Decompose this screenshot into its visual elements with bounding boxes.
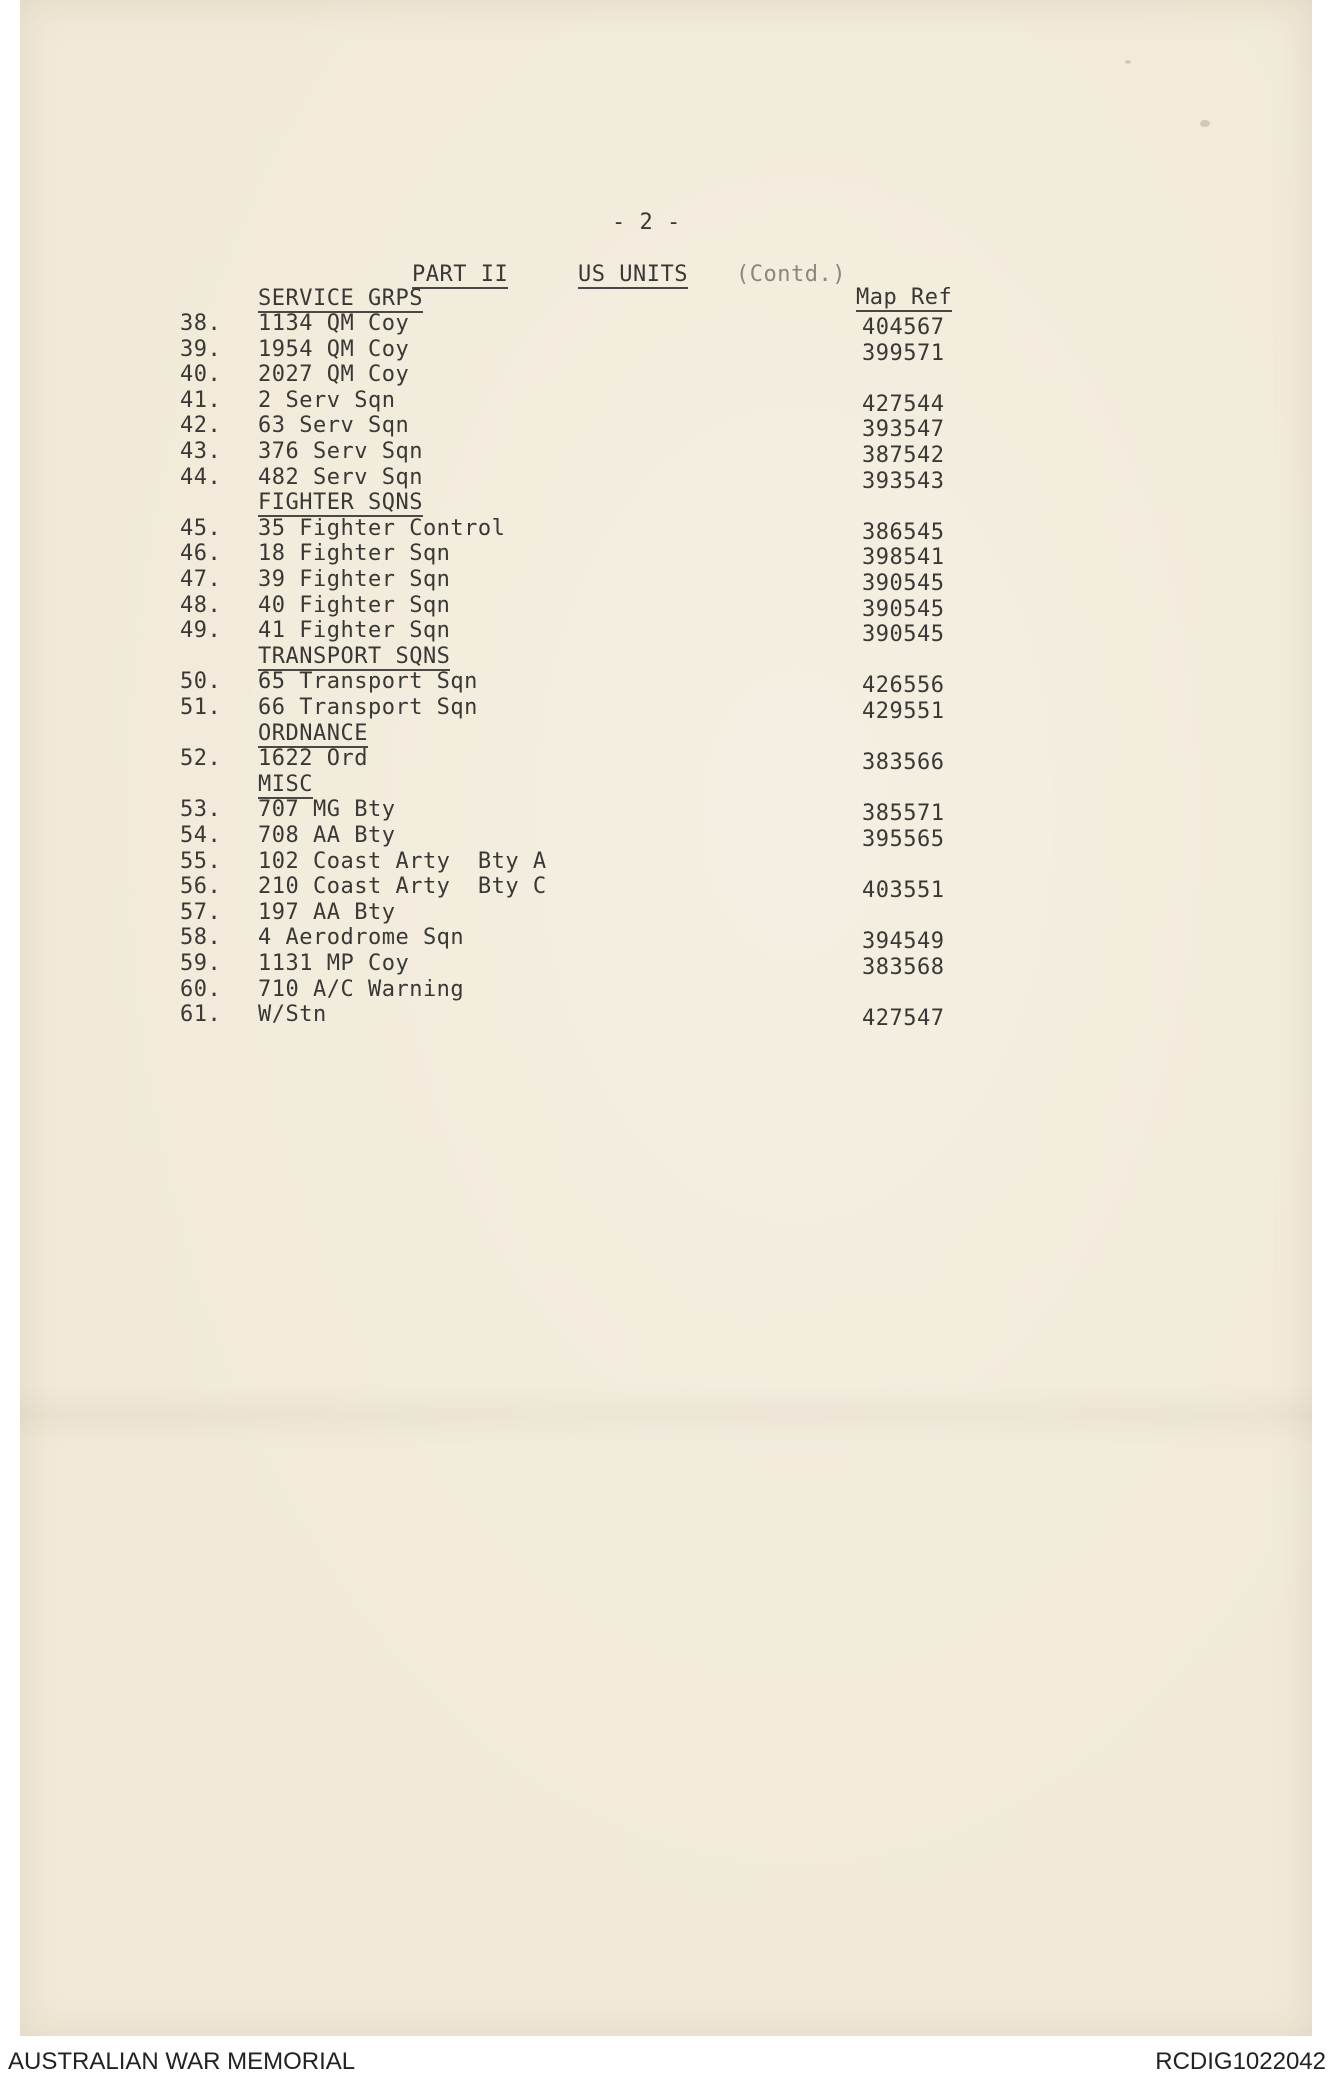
unit-name: 210 Coast Arty Bty C [258, 874, 547, 900]
page-number: - 2 - [612, 210, 681, 235]
unit-name: W/Stn [258, 1002, 327, 1028]
unit-name: 1131 MP Coy [258, 951, 410, 976]
map-ref-value: 390545 [862, 622, 945, 648]
unit-name: 2027 QM Coy [258, 362, 410, 388]
unit-name: 41 Fighter Sqn [258, 618, 451, 644]
unit-name: 1622 Ord [258, 746, 368, 772]
map-ref-value: 427544 [862, 391, 945, 417]
row-number: 58. [180, 925, 222, 951]
map-ref-value: 390545 [862, 571, 945, 596]
map-ref-value: 399571 [862, 340, 945, 366]
row-number: 40. [180, 362, 222, 388]
map-ref-value: 387542 [862, 443, 945, 468]
paper-mark [1200, 120, 1210, 127]
unit-name: 376 Serv Sqn [258, 439, 423, 464]
row-number: 61. [180, 1002, 222, 1028]
unit-name: 4 Aerodrome Sqn [258, 925, 465, 951]
row-number: 54. [180, 823, 222, 848]
unit-name: 1954 QM Coy [258, 336, 410, 362]
row-number: 43. [180, 439, 222, 464]
unit-name: 40 Fighter Sqn [258, 592, 451, 618]
unit-name: 39 Fighter Sqn [258, 567, 451, 592]
row-number: 47. [180, 567, 222, 592]
map-ref-value: 385571 [862, 801, 945, 827]
unit-name: 710 A/C Warning [258, 976, 465, 1002]
heading-units: US UNITS [578, 262, 688, 287]
row-number: 59. [180, 951, 222, 976]
heading-part: PART II [412, 262, 509, 287]
map-ref-value: 383566 [862, 750, 945, 776]
map-ref-value: 427547 [862, 1006, 945, 1032]
row-number: 41. [180, 387, 222, 413]
unit-name: 66 Transport Sqn [258, 695, 478, 720]
unit-name: 102 Coast Arty Bty A [258, 848, 547, 874]
unit-name: 708 AA Bty [258, 823, 396, 848]
map-ref-value: 426556 [862, 673, 945, 699]
row-number: 39. [180, 336, 222, 362]
section-title: MISC [258, 771, 313, 797]
heading-contd: (Contd.) [736, 262, 846, 287]
map-ref-header: Map Ref [856, 285, 953, 310]
section-title: ORDNANCE [258, 720, 368, 746]
unit-name: 35 Fighter Control [258, 515, 506, 541]
section-title: FIGHTER SQNS [258, 490, 423, 516]
map-ref-value: 398541 [862, 545, 945, 571]
row-number: 56. [180, 874, 222, 900]
row-number: 44. [180, 464, 222, 490]
unit-name: 63 Serv Sqn [258, 413, 410, 439]
map-ref-value: 404567 [862, 315, 945, 340]
map-ref-value: 403551 [862, 878, 945, 904]
unit-name: 1134 QM Coy [258, 311, 410, 336]
row-number: 48. [180, 592, 222, 618]
row-number: 53. [180, 797, 222, 823]
section-title: TRANSPORT SQNS [258, 643, 451, 669]
section-title: SERVICE GRPS [258, 286, 423, 311]
map-ref-value: 393547 [862, 417, 945, 443]
footer-left: AUSTRALIAN WAR MEMORIAL [8, 2048, 356, 2075]
row-number: 57. [180, 899, 222, 925]
paper-mark [1125, 60, 1131, 64]
unit-name: 197 AA Bty [258, 899, 396, 925]
footer-right: RCDIG1022042 [1155, 2048, 1326, 2075]
row-number: 46. [180, 541, 222, 567]
unit-name: 65 Transport Sqn [258, 669, 478, 695]
map-ref-value: 393543 [862, 468, 945, 494]
row-number: 60. [180, 976, 222, 1002]
map-ref-value: 390545 [862, 596, 945, 622]
row-number: 50. [180, 669, 222, 695]
row-number: 49. [180, 618, 222, 644]
unit-name: 707 MG Bty [258, 797, 396, 823]
unit-name: 2 Serv Sqn [258, 387, 396, 413]
unit-name: 18 Fighter Sqn [258, 541, 451, 567]
map-ref-value: 383568 [862, 955, 945, 980]
row-number: 55. [180, 848, 222, 874]
row-number: 51. [180, 695, 222, 720]
map-ref-value: 395565 [862, 827, 945, 852]
map-ref-value: 429551 [862, 699, 945, 724]
unit-name: 482 Serv Sqn [258, 464, 423, 490]
map-ref-value: 394549 [862, 929, 945, 955]
row-number: 45. [180, 515, 222, 541]
row-number: 38. [180, 311, 222, 336]
row-number: 42. [180, 413, 222, 439]
map-ref-value: 386545 [862, 519, 945, 545]
row-number: 52. [180, 746, 222, 772]
